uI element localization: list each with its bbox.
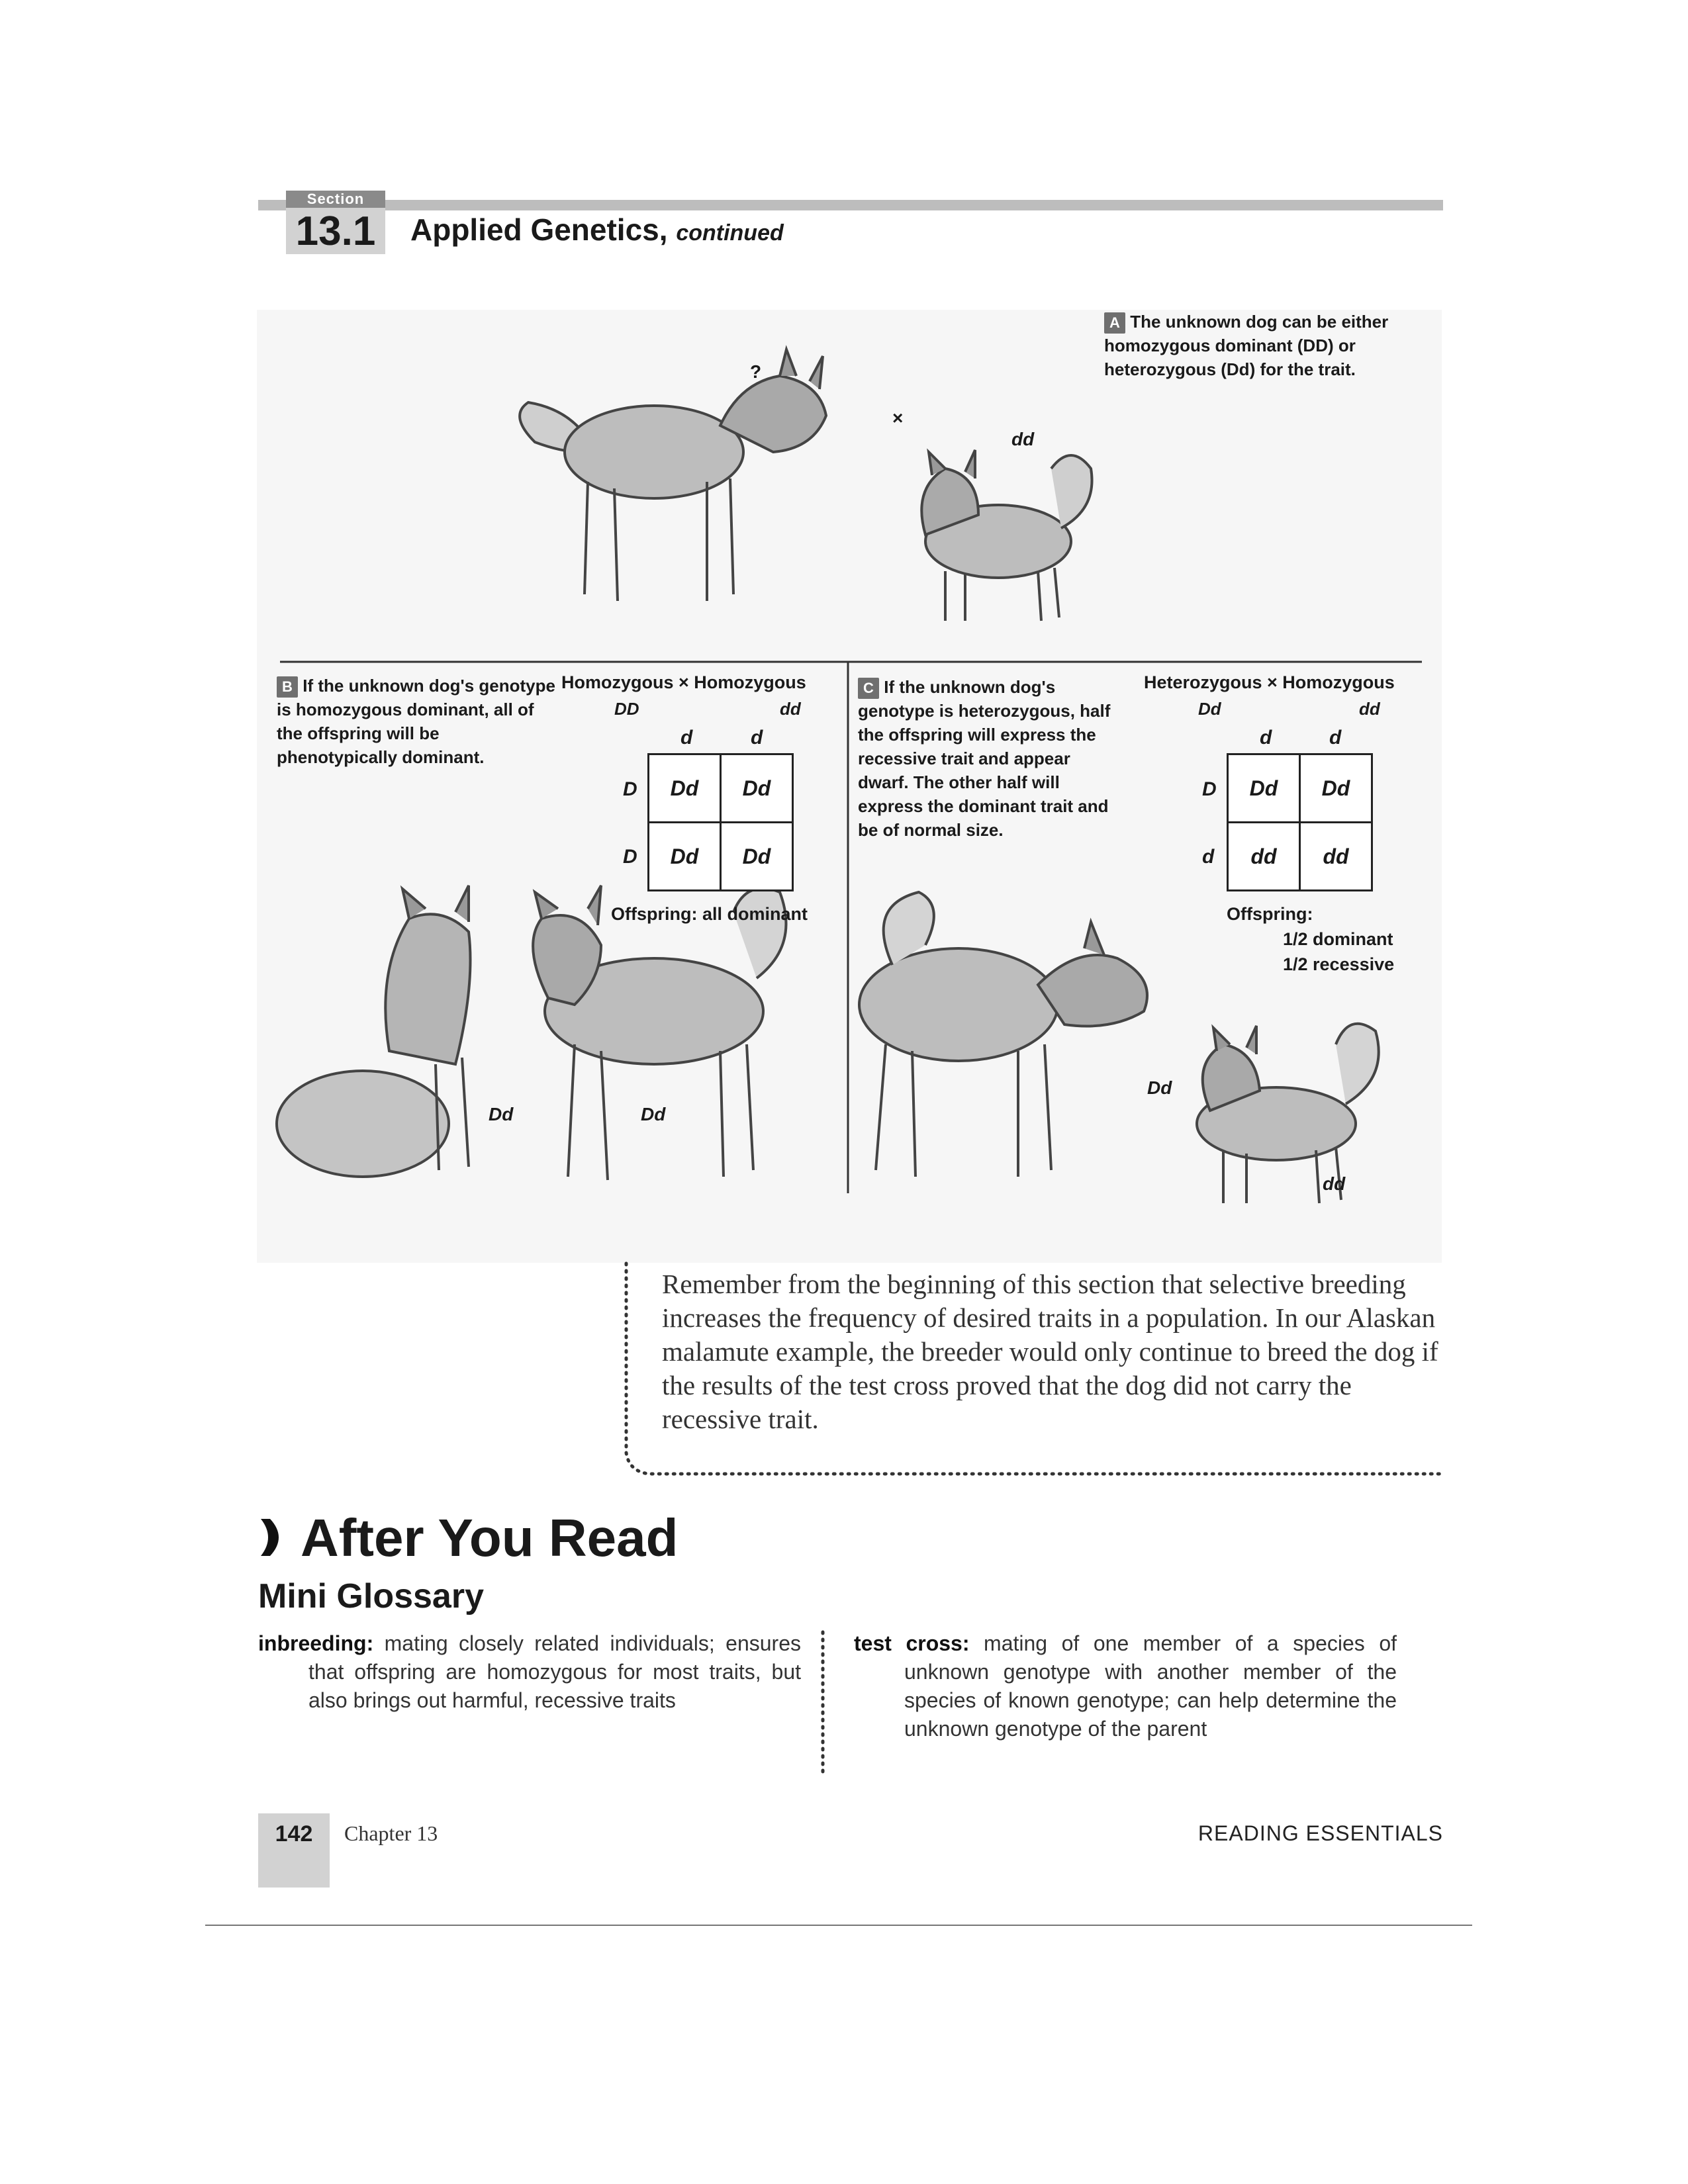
page-title — [410, 212, 784, 248]
section-tab: Section — [286, 191, 385, 208]
punnett-b-cell: Dd — [721, 823, 793, 891]
cross-c-row-allele-2: d — [1202, 846, 1215, 868]
section-number: 13.1 — [286, 208, 385, 254]
cross-c-offspring-dominant: 1/2 dominant — [1283, 929, 1393, 949]
unknown-genotype-label: ? — [750, 361, 762, 382]
punnett-c-cell: dd — [1300, 823, 1372, 891]
glossary-definition: mating closely related individuals; ensures that offspring are homozygous for most traits, but also brings out harmful, recessive traits — [308, 1631, 802, 1712]
unknown-dog-illustration — [520, 349, 826, 601]
badge-b: B — [277, 676, 298, 698]
caption-b — [277, 674, 561, 769]
bottom-rule — [205, 1925, 1472, 1926]
cross-c-row-allele-1: D — [1202, 778, 1217, 800]
page-number: 142 — [258, 1813, 330, 1888]
cross-c-parent1: Dd — [1198, 699, 1221, 719]
cross-b-row-allele-1: D — [623, 778, 637, 800]
punnett-c-cell: Dd — [1300, 754, 1372, 823]
cross-c-offspring-recessive: 1/2 recessive — [1283, 954, 1395, 974]
badge-c: C — [858, 678, 879, 699]
panel-c-dog-label-1: Dd — [1147, 1077, 1172, 1098]
mini-glossary-heading: Mini Glossary — [258, 1577, 484, 1615]
caption-c — [858, 675, 1123, 842]
punnett-square-b — [647, 753, 794, 891]
remember-paragraph: Remember from the beginning of this section that selective breeding increases the frequency of desired traits in a population. In our Alaskan malamute example, the breeder would only continue to breed the dog if the results of the test cross proved that the dog did not carry the recessive trait. — [662, 1269, 1438, 1434]
glossary-term: inbreeding: — [258, 1631, 374, 1655]
caption-c-text: If the unknown dog's genotype is heterozygous, half the offspring will express the recessive trait and appear dwarf. The other half will express the dominant trait and be of normal size. — [858, 677, 1111, 840]
glossary-entry-inbreeding — [258, 1629, 801, 1715]
glossary-divider — [820, 1629, 826, 1775]
cross-b-parent2: dd — [780, 699, 801, 719]
after-you-read-text: After You Read — [301, 1508, 679, 1567]
title-continued: continued — [676, 220, 784, 246]
glossary-definition: mating of one member of a species of unknown genotype with another member of the species of known genotype; can help determine the unknown genotype of the parent — [904, 1631, 1397, 1741]
cross-b-parent1: DD — [614, 699, 639, 719]
cross-c-title: Heterozygous × Homozygous — [1144, 672, 1395, 692]
title-text: Applied Genetics, — [410, 212, 668, 247]
punnett-b-cell: Dd — [721, 754, 793, 823]
cross-b-col-allele-2: d — [751, 727, 763, 749]
cross-b-row-allele-2: D — [623, 846, 637, 868]
cross-c-col-allele-1: d — [1260, 727, 1272, 749]
cross-c-col-allele-2: d — [1329, 727, 1342, 749]
panel-c-dog-label-2: dd — [1323, 1173, 1346, 1194]
known-genotype-label: dd — [1011, 429, 1035, 449]
cross-symbol: × — [892, 408, 904, 428]
cross-b-offspring: Offspring: all dominant — [611, 904, 808, 924]
punnett-c-cell: dd — [1228, 823, 1300, 891]
punnett-b-cell: Dd — [649, 754, 721, 823]
caption-a-text: The unknown dog can be either homozygous dominant (DD) or heterozygous (Dd) for the trait. — [1104, 312, 1389, 379]
cross-b-title: Homozygous × Homozygous — [561, 672, 806, 692]
footer-chapter: Chapter 13 — [344, 1821, 438, 1845]
cross-c-parent2: dd — [1359, 699, 1380, 719]
caption-b-text: If the unknown dog's genotype is homozygous dominant, all of the offspring will be phenotypically dominant. — [277, 676, 555, 767]
arrow-bullet-icon — [258, 1516, 289, 1559]
punnett-square-c — [1227, 753, 1373, 891]
glossary-entry-test-cross — [854, 1629, 1397, 1743]
panel-b-dog-label-2: Dd — [641, 1104, 666, 1124]
cross-c-offspring-title: Offspring: — [1227, 904, 1313, 924]
punnett-c-cell: Dd — [1228, 754, 1300, 823]
panel-b-dog-label-1: Dd — [489, 1104, 514, 1124]
cross-b-col-allele-1: d — [680, 727, 693, 749]
dwarf-dog-illustration — [921, 450, 1092, 621]
caption-a — [1104, 310, 1415, 381]
glossary-term: test cross: — [854, 1631, 970, 1655]
test-cross-figure — [257, 310, 1442, 1263]
footer-book-title: READING ESSENTIALS — [1197, 1821, 1443, 1845]
header-rule — [258, 200, 1443, 210]
panel-b-dogs — [277, 886, 786, 1180]
after-you-read-heading — [258, 1508, 678, 1569]
badge-a: A — [1104, 312, 1125, 334]
punnett-b-cell: Dd — [649, 823, 721, 891]
